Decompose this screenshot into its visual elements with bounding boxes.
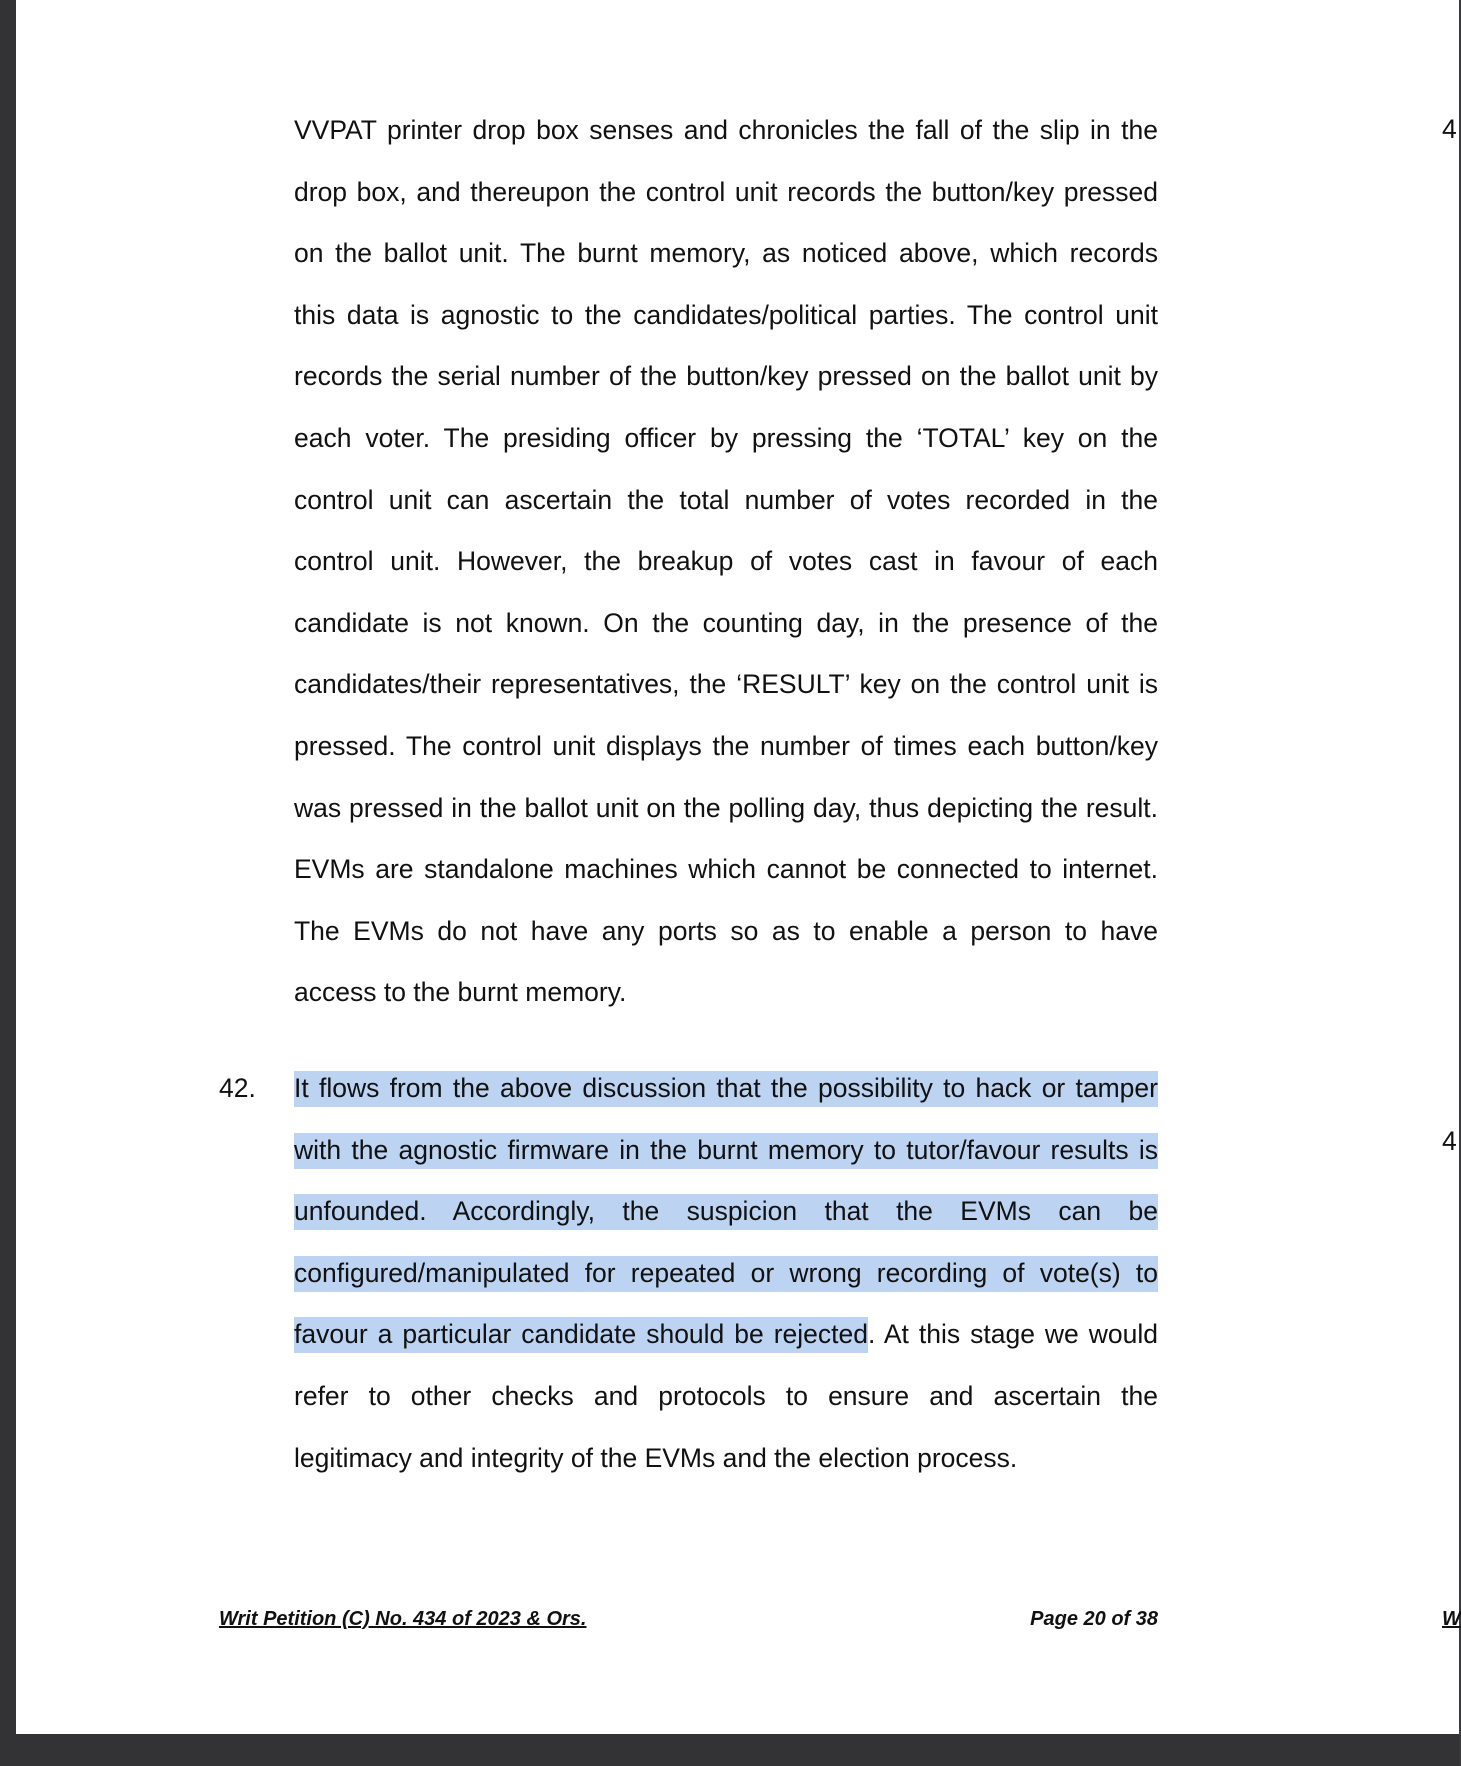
text-line: each voter. The presiding officer by pressing the ‘TOTAL’ key on the — [294, 422, 1158, 453]
text-line: drop box, and thereupon the control unit records the button/key pressed — [294, 176, 1158, 207]
text-line: pressed. The control unit displays the number of times each button/key — [294, 730, 1158, 761]
highlighted-text[interactable]: configured/manipulated for repeated or wrong recording of vote(s) to — [294, 1256, 1158, 1292]
highlighted-text[interactable]: with the agnostic firmware in the burnt memory to tutor/favour results is — [294, 1133, 1158, 1169]
text-line: EVMs are standalone machines which cannot be connected to internet. — [294, 854, 1158, 885]
text-line[interactable] — [294, 1058, 1158, 1120]
paragraph-42[interactable] — [294, 1058, 1158, 1489]
text-line — [294, 1428, 1158, 1490]
text-line: access to the burnt memory. — [294, 977, 627, 1008]
paragraph-41-continued — [294, 100, 1158, 1024]
highlighted-text[interactable]: It flows from the above discussion that the possibility to hack or tamper — [294, 1071, 1158, 1107]
document-page — [16, 0, 1459, 1734]
footer-page-number: Page 20 of 38 — [1030, 1608, 1158, 1630]
text-line: control unit. However, the breakup of votes cast in favour of each — [294, 546, 1158, 577]
plain-text: . At this stage we would — [868, 1319, 1158, 1350]
text-line: candidates/their representatives, the ‘RESULT’ key on the control unit is — [294, 669, 1158, 700]
viewer-bottom-bar — [0, 1734, 1459, 1766]
text-line[interactable] — [294, 1243, 1158, 1305]
next-page-edge-text: 4 — [1442, 1126, 1457, 1156]
text-line: on the ballot unit. The burnt memory, as noticed above, which records — [294, 238, 1158, 269]
text-line — [294, 1366, 1158, 1428]
viewer-left-gutter — [0, 0, 16, 1734]
paragraph-number: 42. — [219, 1073, 256, 1103]
next-page-edge-text: 4 — [1442, 114, 1457, 144]
text-line: VVPAT printer drop box senses and chronicles the fall of the slip in the — [294, 115, 1158, 145]
text-line: was pressed in the ballot unit on the polling day, thus depicting the result. — [294, 792, 1158, 823]
plain-text: refer to other checks and protocols to ensure and ascertain the — [294, 1380, 1158, 1411]
text-line[interactable] — [294, 1304, 1158, 1366]
text-line[interactable] — [294, 1120, 1158, 1182]
highlighted-text[interactable]: favour a particular candidate should be rejected — [294, 1317, 868, 1353]
text-line[interactable] — [294, 1181, 1158, 1243]
next-page-edge-footer: W — [1442, 1608, 1461, 1630]
text-line: control unit can ascertain the total number of votes recorded in the — [294, 484, 1158, 515]
text-line: records the serial number of the button/key pressed on the ballot unit by — [294, 361, 1158, 392]
plain-text: legitimacy and integrity of the EVMs and the election process. — [294, 1442, 1018, 1473]
text-line: The EVMs do not have any ports so as to enable a person to have — [294, 915, 1158, 946]
footer-case-title: Writ Petition (C) No. 434 of 2023 & Ors. — [219, 1608, 587, 1630]
text-line: candidate is not known. On the counting day, in the presence of the — [294, 607, 1158, 638]
highlighted-text[interactable]: unfounded. Accordingly, the suspicion that the EVMs can be — [294, 1194, 1158, 1230]
text-line: this data is agnostic to the candidates/political parties. The control unit — [294, 299, 1158, 330]
